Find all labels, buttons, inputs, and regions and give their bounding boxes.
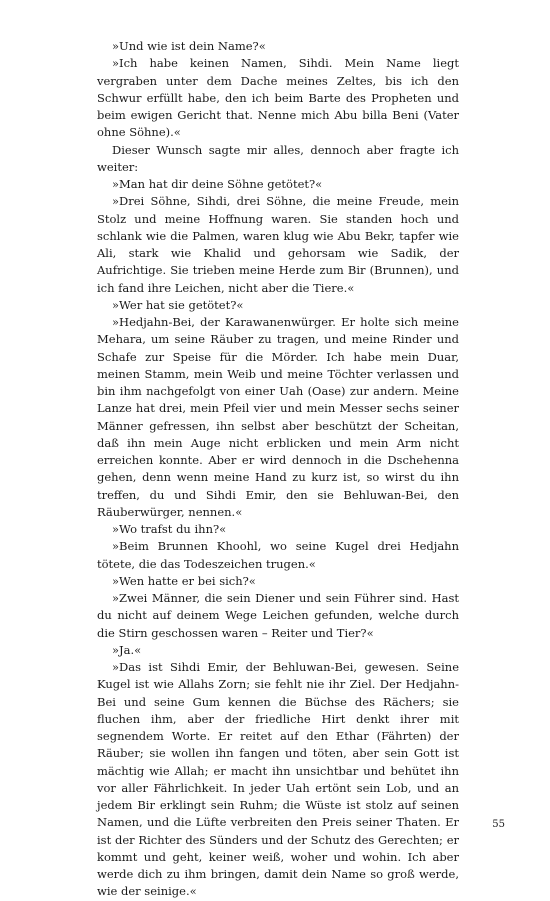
paragraph: »Beim Brunnen Khoohl, wo seine Kugel drei Hedjahn tötete, die das Todeszeichen trugen.«	[97, 539, 459, 571]
paragraph: »Man hat dir deine Söhne getötet?«	[112, 177, 323, 191]
page-number: 55	[492, 819, 505, 830]
body-text	[97, 38, 459, 901]
paragraph: »Drei Söhne, Sihdi, drei Söhne, die meine Freude, mein Stolz und meine Hoffnung waren. Sie standen hoch und schlank wie die Palmen, waren klug wie Abu Bekr, tapfer wie Ali, stark wie Khalid und gehorsam wie Sadik, der Aufrichtige. Sie trieben meine Herde zum Bir (Brunnen), und ich fand ihre Leichen, nicht aber die Tiere.«	[97, 194, 459, 295]
paragraph: »Wer hat sie getötet?«	[112, 297, 244, 312]
paragraph: Dieser Wunsch sagte mir alles, dennoch aber fragte ich weiter:	[97, 142, 459, 174]
paragraph: »Wo trafst du ihn?«	[112, 522, 227, 536]
paragraph: »Und wie ist dein Name?«	[112, 39, 266, 53]
paragraph: »Wen hatte er bei sich?«	[112, 573, 256, 588]
paragraph: »Ja.«	[112, 642, 142, 657]
paragraph: »Zwei Männer, die sein Diener und sein Führer sind. Hast du nicht auf deinem Wege Leichen gefunden, welche durch die Stirn geschossen waren – Reiter und Tier?«	[97, 591, 459, 640]
paragraph: »Hedjahn-Bei, der Karawanenwürger. Er holte sich meine Mehara, um seine Räuber zu tragen, und meine Rinder und Schafe zur Speise für die Mörder. Ich habe mein Duar, meinen Stamm, mein Weib und meine Töchter verlassen und bin ihm nachgefolgt von einer Uah (Oase) zur andern. Meine Lanze hat drei, mein Pfeil vier und mein Messer sechs seiner Männer gefressen, ihn selbst aber beschützt der Scheitan, daß ihn mein Auge nicht erblicken und mein Arm nicht erreichen konnte. Aber er wird dennoch in die Dschehenna gehen, denn wenn meine Hand zu kurz ist, so wirst du ihn treffen, du und Sihdi Emir, den sie Behluwan-Bei, den Räuberwürger, nennen.«	[97, 315, 459, 519]
paragraph: »Ich habe keinen Namen, Sihdi. Mein Name liegt vergraben unter dem Dache meines Zeltes, bis ich den Schwur erfüllt habe, den ich beim Barte des Propheten und beim ewigen Gericht that. Nenne mich Abu billa Beni (Vater ohne Söhne).«	[97, 56, 459, 140]
paragraph: »Das ist Sihdi Emir, der Behluwan-Bei, gewesen. Seine Kugel ist wie Allahs Zorn; sie fehlt nie ihr Ziel. Der Hedjahn-Bei und seine Gum kennen die Büchse des Rächers; sie fluchen ihm, aber der friedliche Hirt denkt ihrer mit segnendem Worte. Er reitet auf den Ethar (Fährten) der Räuber; sie wollen ihn fangen und töten, aber sein Gott ist mächtig wie Allah; er macht ihn unsichtbar und behütet ihn vor aller Fährlichkeit. In jeder Uah ertönt sein Lob, und an jedem Bir erklingt sein Ruhm; die Wüste ist stolz auf seinen Namen, und die Lüfte verbreiten den Preis seiner Thaten. Er ist der Richter des Sünders und der Schutz des Gerechten; er kommt und geht, keiner weiß, woher und wohin. Ich aber werde dich zu ihm bringen, damit dein Name so groß werde, wie der seinige.«	[97, 660, 459, 899]
